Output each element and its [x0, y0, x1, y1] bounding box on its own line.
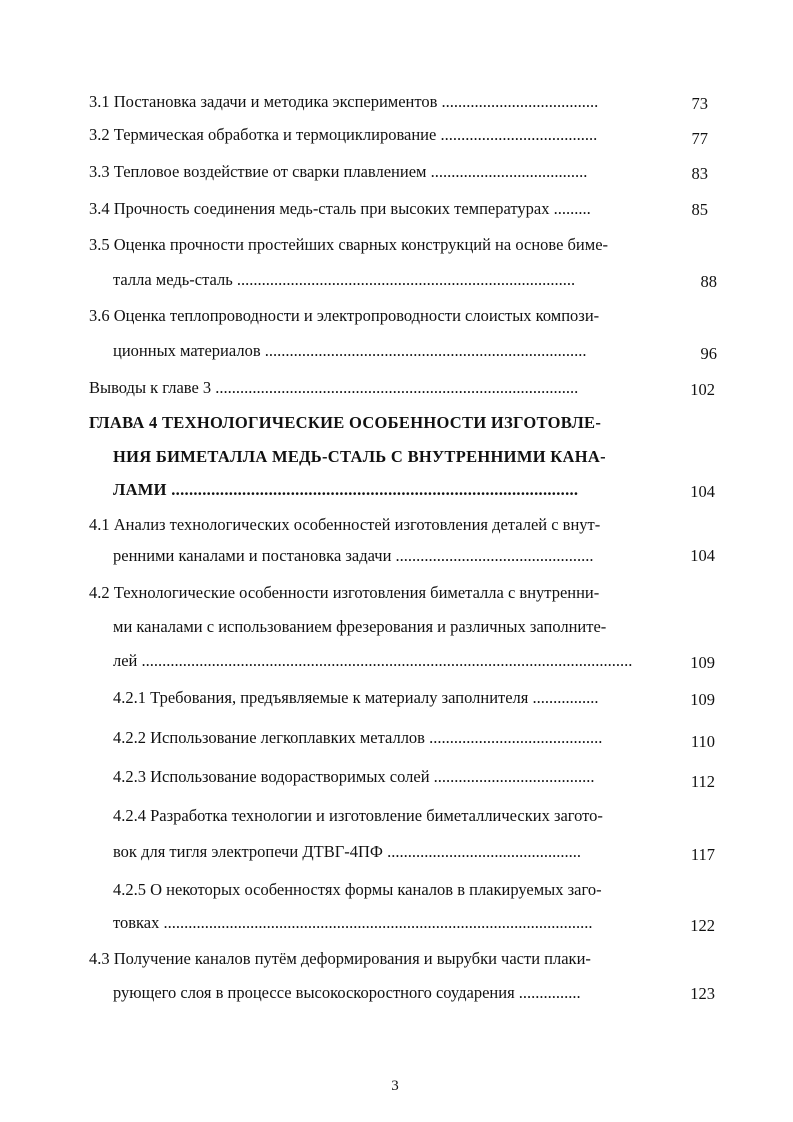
toc-entry-3-4: 3.4 Прочность соединения медь-сталь при высоких температурах .........	[89, 199, 591, 218]
toc-entry-3-3: 3.3 Тепловое воздействие от сварки плавлением ......................................	[89, 162, 588, 181]
toc-page-3-1: 73	[691, 94, 708, 113]
toc-entry-3-6-line1: 3.6 Оценка теплопроводности и электропроводности слоистых компози-	[89, 306, 600, 325]
toc-entry-4-2-4-line1: 4.2.4 Разработка технологии и изготовление биметаллических загото-	[113, 806, 603, 825]
chapter-4-title-line2: НИЯ БИМЕТАЛЛА МЕДЬ-СТАЛЬ С ВНУТРЕННИМИ КАНА-	[113, 447, 606, 466]
toc-entry-4-2-4-line2: вок для тигля электропечи ДТВГ-4ПФ ...............................................	[113, 842, 581, 861]
toc-entry-3-6-line2: ционных материалов ..............................................................................	[113, 341, 587, 360]
toc-entry-4-2-2: 4.2.2 Использование легкоплавких металлов ..........................................	[113, 728, 603, 747]
toc-entry-4-3-line2: рующего слоя в процессе высокоскоростного соударения ...............	[113, 983, 581, 1002]
toc-page-4-2-4: 117	[690, 845, 715, 864]
toc-entry-4-2-line3: лей .......................................................................................................................	[113, 651, 633, 670]
toc-entry-4-1-line2: ренними каналами и постановка задачи ................................................	[113, 546, 594, 565]
toc-page-3-6: 96	[700, 344, 717, 363]
chapter-4-title-line1: ГЛАВА 4 ТЕХНОЛОГИЧЕСКИЕ ОСОБЕННОСТИ ИЗГОТОВЛЕ-	[89, 413, 602, 432]
toc-page-4-2-3: 112	[690, 772, 715, 791]
toc-entry-4-2-3: 4.2.3 Использование водорастворимых солей .......................................	[113, 767, 595, 786]
toc-page-3-2: 77	[691, 129, 708, 148]
toc-page-ch4: 104	[690, 482, 715, 501]
toc-page-4-2-5: 122	[690, 916, 715, 935]
toc-entry-ch3-conclusions: Выводы к главе 3 ........................................................................................	[89, 378, 579, 397]
toc-entry-3-5-line2: талла медь-сталь ..................................................................................	[113, 270, 576, 289]
toc-page-3-3: 83	[691, 164, 708, 183]
toc-entry-3-1: 3.1 Постановка задачи и методика экспериментов ......................................	[89, 92, 599, 111]
toc-entry-4-2-line2: ми каналами с использованием фрезерования и различных заполните-	[113, 617, 607, 636]
toc-page-4-2-1: 109	[690, 690, 715, 709]
toc-page-ch3-conclusions: 102	[690, 380, 715, 399]
chapter-4-title-line3: ЛАМИ ............................................................................................	[113, 480, 579, 499]
toc-entry-4-2-5-line2: товках ........................................................................................................	[113, 913, 593, 932]
toc-page-4-2-2: 110	[690, 732, 715, 751]
toc-entry-4-2-1: 4.2.1 Требования, предъявляемые к материалу заполнителя ................	[113, 688, 599, 707]
page-number: 3	[391, 1078, 399, 1094]
toc-entry-3-5-line1: 3.5 Оценка прочности простейших сварных конструкций на основе биме-	[89, 235, 609, 254]
toc-entry-3-2: 3.2 Термическая обработка и термоциклирование ......................................	[89, 125, 598, 144]
toc-entry-4-2-5-line1: 4.2.5 О некоторых особенностях формы каналов в плакируемых заго-	[113, 880, 602, 899]
toc-page-4-2: 109	[690, 653, 715, 672]
toc-page-4-1: 104	[690, 546, 715, 565]
toc-entry-4-2-line1: 4.2 Технологические особенности изготовления биметалла с внутренни-	[89, 583, 600, 602]
toc-page-4-3: 123	[690, 984, 715, 1003]
toc-entry-4-3-line1: 4.3 Получение каналов путём деформирования и вырубки части плаки-	[89, 949, 591, 968]
toc-entry-4-1-line1: 4.1 Анализ технологических особенностей изготовления деталей с внут-	[89, 515, 601, 534]
toc-page-3-4: 85	[691, 200, 708, 219]
toc-page-3-5: 88	[700, 272, 717, 291]
